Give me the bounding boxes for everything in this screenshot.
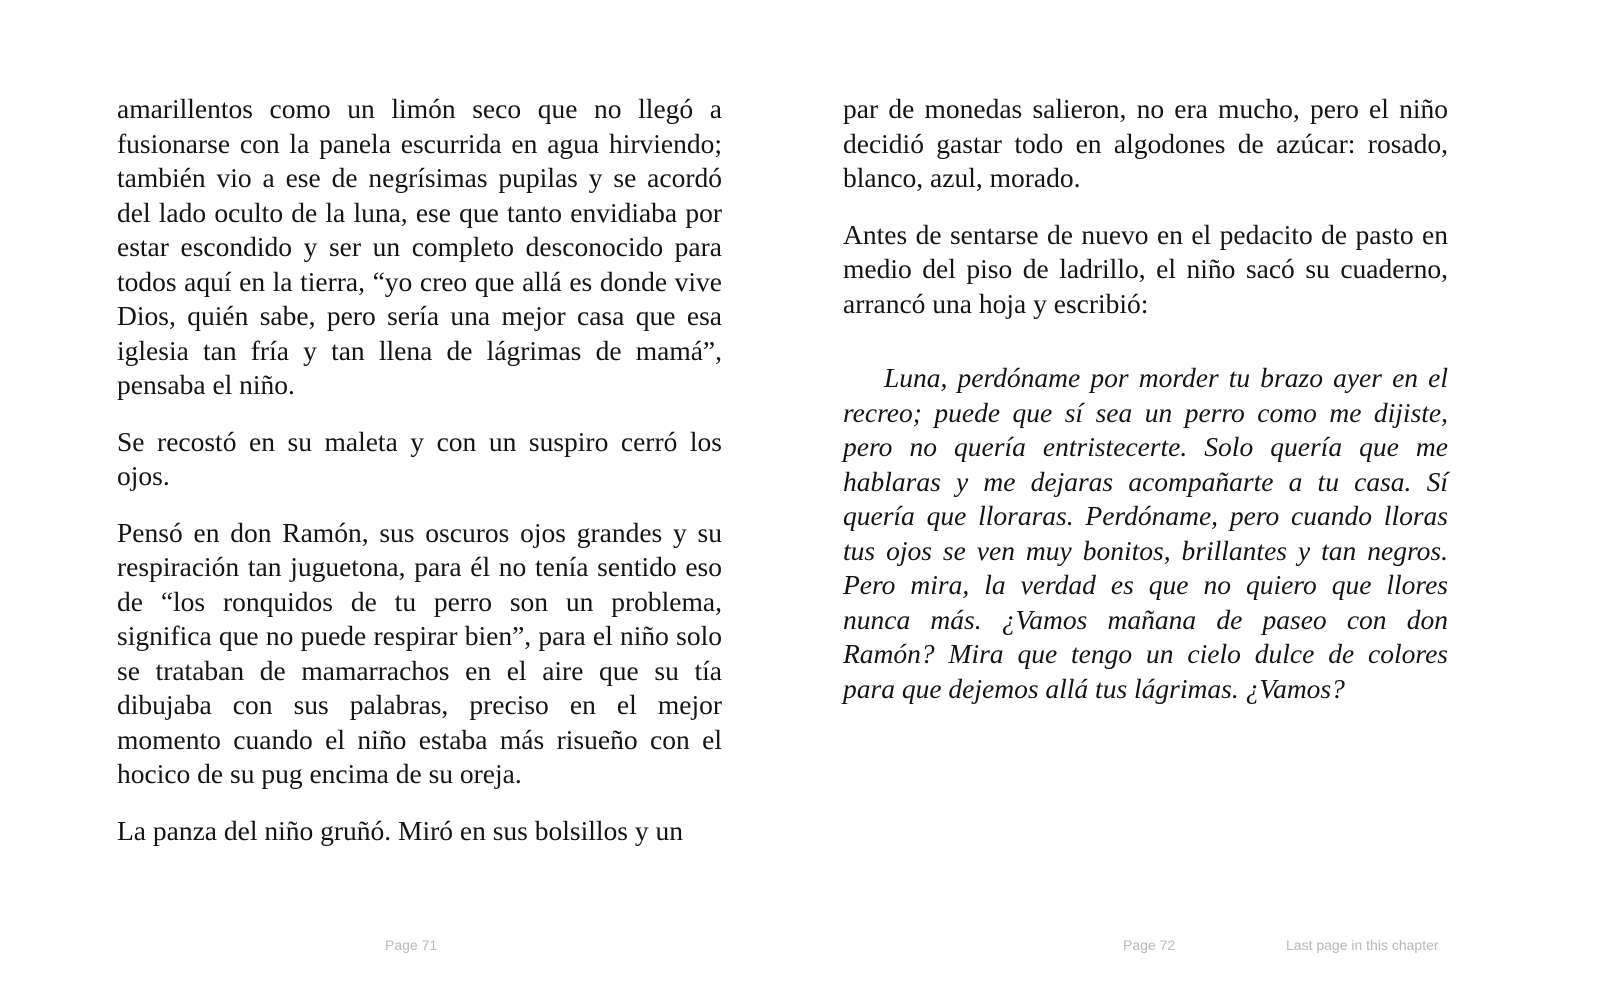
paragraph: Pensó en don Ramón, sus oscuros ojos grandes y su respiración tan juguetona, para él no tenía sentido eso de “los ronquidos de tu perro son un problema, significa que no puede respirar bien”, para el niño solo se trataban de mamarrachos en el aire que su tía dibujaba con sus palabras, preciso en el mejor momento cuando el niño estaba más risueño con el hocico de su pug encima de su oreja. [117, 516, 722, 789]
page-number-left: Page 71 [385, 937, 438, 953]
left-page[interactable] [117, 92, 722, 870]
paragraph: La panza del niño gruñó. Miró en sus bolsillos y un [117, 814, 683, 846]
paragraph: Se recostó en su maleta y con un suspiro cerró los ojos. [117, 425, 722, 491]
paragraph: par de monedas salieron, no era mucho, pero el niño decidió gastar todo en algodones de azúcar: rosado, blanco, azul, morado. [843, 93, 1448, 193]
paragraph: Antes de sentarse de nuevo en el pedacito de pasto en medio del piso de ladrillo, el niño sacó su cuaderno, arrancó una hoja y escribió: [843, 218, 1448, 319]
paragraph: amarillentos como un limón seco que no llegó a fusionarse con la panela escurrida en agua hirviendo; también vio a ese de negrísimas pupilas y se acordó del lado oculto de la luna, ese que tanto envidiaba por estar escondido y ser un completo desconocido para todos aquí en la tierra, “yo creo que allá es donde vive Dios, quién sabe, pero sería una mejor casa que esa iglesia tan fría y tan llena de lágrimas de mamá”, pensaba el niño. [117, 93, 722, 400]
letter-paragraph: Luna, perdóname por morder tu brazo ayer en el recreo; puede que sí sea un perro como me dijiste, pero no quería entristecerte. Solo quería que me hablaras y me dejaras acompañarte a tu casa. Sí quería que lloraras. Perdóname, pero cuando lloras tus ojos se ven muy bonitos, brillantes y tan negros. Pero mira, la verdad es que no quiero que llores nunca más. ¿Vamos mañana de paseo con don Ramón? Mira que tengo un cielo dulce de colores para que dejemos allá tus lágrimas. ¿Vamos? [843, 362, 1448, 704]
page-number-right: Page 72 [1123, 937, 1176, 953]
right-page[interactable] [843, 92, 1448, 728]
chapter-pages-remaining: Last page in this chapter [1286, 937, 1439, 953]
